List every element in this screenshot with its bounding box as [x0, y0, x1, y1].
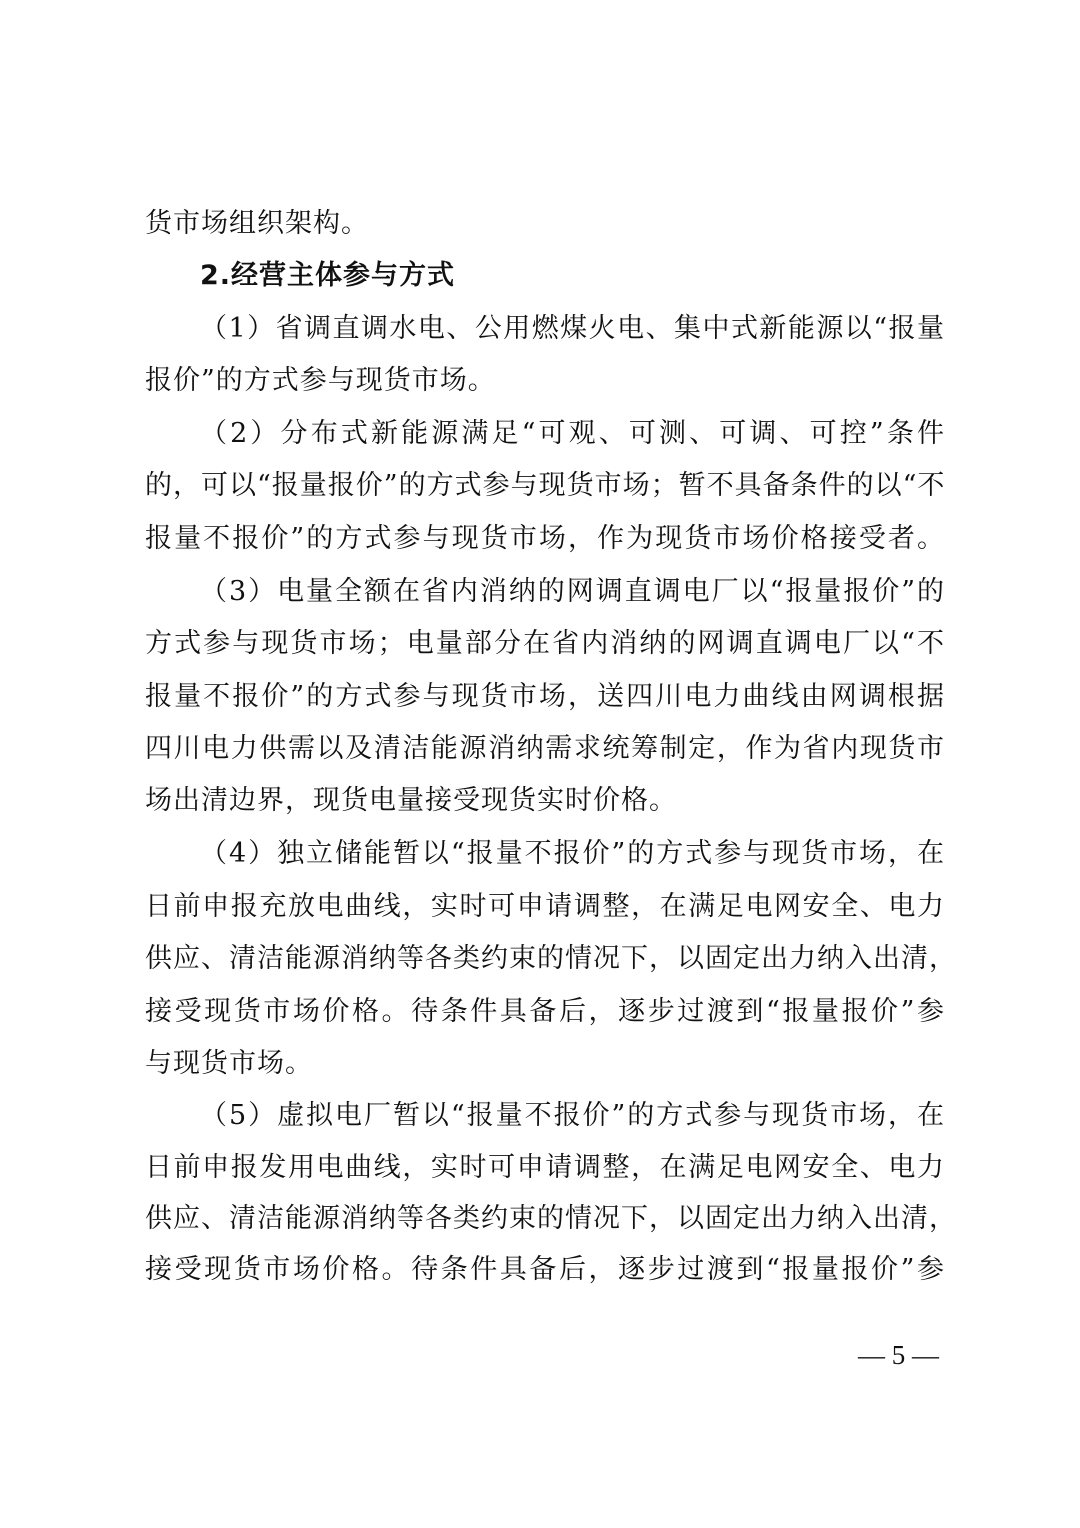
text-line: 接受现货市场价格。待条件具备后，逐步过渡到“报量报价”参: [145, 996, 945, 1027]
text-line: （1）省调直调水电、公用燃煤火电、集中式新能源以“报量: [200, 313, 945, 344]
text-line: （3）电量全额在省内消纳的网调直调电厂以“报量报价”的: [200, 576, 945, 607]
text-line: 报量不报价”的方式参与现货市场，送四川电力曲线由网调根据: [145, 681, 945, 712]
text-line: 场出清边界，现货电量接受现货实时价格。: [145, 785, 677, 816]
text-line: 日前申报发用电曲线，实时可申请调整，在满足电网安全、电力: [145, 1152, 945, 1183]
text-line: 报价”的方式参与现货市场。: [145, 365, 496, 396]
text-line: 供应、清洁能源消纳等各类约束的情况下，以固定出力纳入出清，: [145, 943, 957, 974]
section-heading: 2.经营主体参与方式: [200, 260, 456, 291]
text-line: 方式参与现货市场；电量部分在省内消纳的网调直调电厂以“不: [145, 628, 945, 659]
text-line: 货市场组织架构。: [145, 208, 369, 239]
text-line: 的，可以“报量报价”的方式参与现货市场；暂不具备条件的以“不: [145, 470, 946, 501]
text-line: 与现货市场。: [145, 1048, 313, 1079]
text-line: （5）虚拟电厂暂以“报量不报价”的方式参与现货市场，在: [200, 1100, 945, 1131]
text-line: （2）分布式新能源满足“可观、可测、可调、可控”条件: [200, 418, 945, 449]
text-line: 报量不报价”的方式参与现货市场，作为现货市场价格接受者。: [145, 523, 945, 554]
page-number: — 5 —: [858, 1340, 939, 1370]
text-line: 接受现货市场价格。待条件具备后，逐步过渡到“报量报价”参: [145, 1254, 945, 1285]
text-line: 供应、清洁能源消纳等各类约束的情况下，以固定出力纳入出清，: [145, 1203, 957, 1234]
text-line: 四川电力供需以及清洁能源消纳需求统筹制定，作为省内现货市: [145, 733, 945, 764]
text-line: 日前申报充放电曲线，实时可申请调整，在满足电网安全、电力: [145, 891, 945, 922]
text-line: （4）独立储能暂以“报量不报价”的方式参与现货市场，在: [200, 838, 945, 869]
